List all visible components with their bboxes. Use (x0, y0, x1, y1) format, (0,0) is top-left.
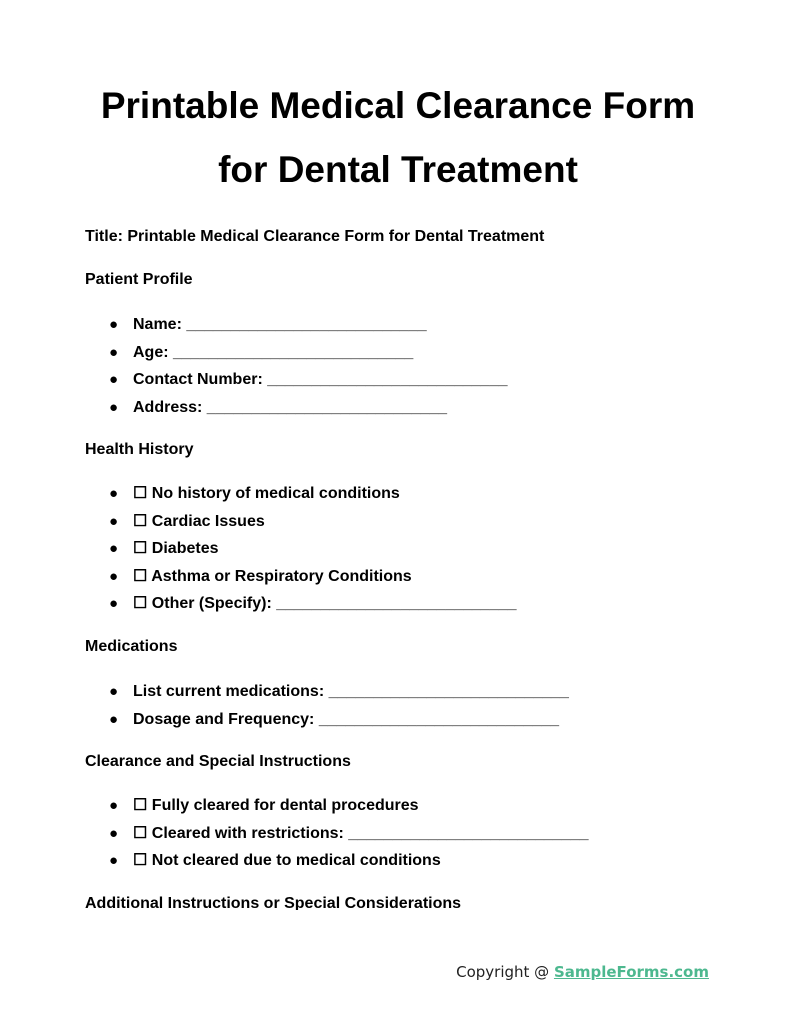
asthma-checkbox[interactable]: ☐ Asthma or Respiratory Conditions (133, 567, 412, 585)
bullet-icon: ● (109, 398, 119, 416)
bullet-icon: ● (109, 595, 119, 613)
not-cleared-checkbox[interactable]: ☐ Not cleared due to medical conditions (133, 852, 441, 870)
bullet-icon: ● (109, 540, 119, 558)
form-title-line: Title: Printable Medical Clearance Form for Dental Treatment (85, 228, 545, 245)
bullet-icon: ● (109, 852, 119, 870)
copyright-footer (456, 963, 709, 981)
other-specify-field[interactable]: ☐ Other (Specify): ___________________________ (133, 595, 517, 613)
sampleforms-link[interactable]: SampleForms.com (553, 963, 709, 981)
bullet-icon: ● (109, 343, 119, 361)
form-content (85, 0, 725, 910)
bullet-icon: ● (109, 683, 119, 700)
cleared-restrictions-field[interactable]: ☐ Cleared with restrictions: ___________________________ (133, 824, 589, 842)
page-title-line-1: Printable Medical Clearance Form (100, 85, 696, 126)
bullet-icon: ● (109, 512, 119, 530)
age-field[interactable]: Age: ___________________________ (133, 343, 414, 361)
health-history-heading: Health History (85, 441, 194, 458)
no-history-checkbox[interactable]: ☐ No history of medical conditions (133, 485, 400, 502)
patient-profile-heading: Patient Profile (85, 271, 193, 288)
additional-instructions-heading: Additional Instructions or Special Considerations (85, 895, 462, 910)
bullet-icon: ● (109, 485, 119, 502)
copyright-text: Copyright @ (456, 963, 554, 981)
dosage-frequency-field[interactable]: Dosage and Frequency: ___________________________ (133, 710, 560, 728)
current-medications-field[interactable]: List current medications: ___________________________ (133, 683, 569, 700)
page-title-line-2: for Dental Treatment (218, 149, 578, 190)
contact-number-field[interactable]: Contact Number: ___________________________ (133, 371, 508, 389)
bullet-icon: ● (109, 567, 119, 585)
bullet-icon: ● (109, 316, 119, 333)
cardiac-issues-checkbox[interactable]: ☐ Cardiac Issues (133, 512, 265, 530)
medications-heading: Medications (85, 638, 178, 655)
bullet-icon: ● (109, 371, 119, 389)
name-field[interactable]: Name: ___________________________ (133, 316, 427, 333)
bullet-icon: ● (109, 824, 119, 842)
address-field[interactable]: Address: ___________________________ (133, 398, 448, 416)
clearance-heading: Clearance and Special Instructions (85, 753, 351, 770)
diabetes-checkbox[interactable]: ☐ Diabetes (133, 540, 219, 558)
bullet-icon: ● (109, 797, 119, 814)
bullet-icon: ● (109, 710, 119, 728)
fully-cleared-checkbox[interactable]: ☐ Fully cleared for dental procedures (133, 797, 419, 814)
